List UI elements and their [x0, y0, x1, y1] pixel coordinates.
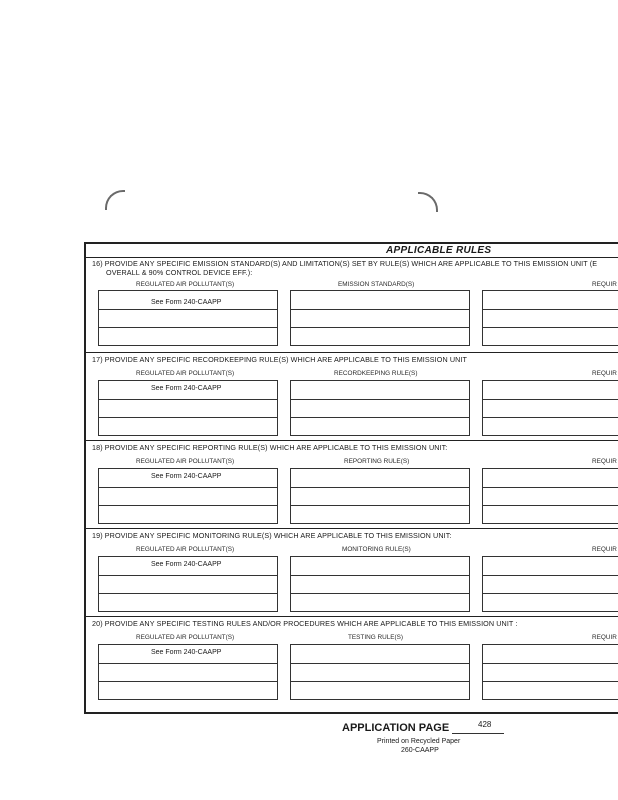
requirement-entry-box[interactable]	[482, 468, 618, 524]
col-header-requirements: REQUIR	[592, 634, 617, 641]
question-18: 18) PROVIDE ANY SPECIFIC REPORTING RULE(S) WHICH ARE APPLICABLE TO THIS EMISSION UNIT:	[92, 443, 448, 452]
col-header-requirements: REQUIR	[592, 281, 617, 288]
col-header-requirements: REQUIR	[592, 546, 617, 553]
requirement-entry-box[interactable]	[482, 380, 618, 436]
page-number: 428	[478, 720, 492, 729]
col-header-pollutants: REGULATED AIR POLLUTANT(S)	[136, 458, 235, 465]
col-header-emission-standards: EMISSION STANDARD(S)	[338, 281, 415, 288]
page-curl-mark-left	[105, 190, 125, 210]
question-17: 17) PROVIDE ANY SPECIFIC RECORDKEEPING RULE(S) WHICH ARE APPLICABLE TO THIS EMISSION UNIT	[92, 355, 468, 364]
emission-standard-entry-box[interactable]	[290, 290, 470, 346]
col-header-testing-rules: TESTING RULE(S)	[348, 634, 404, 641]
col-header-recordkeeping-rules: RECORDKEEPING RULE(S)	[334, 370, 418, 377]
monitoring-rule-entry-box[interactable]	[290, 556, 470, 612]
requirement-entry-box[interactable]	[482, 290, 618, 346]
page-number-underline	[452, 733, 504, 734]
recordkeeping-rule-entry-box[interactable]	[290, 380, 470, 436]
pollutant-entry-box[interactable]	[98, 290, 278, 346]
pollutant-entry-box[interactable]	[98, 380, 278, 436]
applicable-rules-form	[84, 242, 618, 714]
pollutant-entry: See Form 240-CAAPP	[151, 561, 222, 568]
question-20: 20) PROVIDE ANY SPECIFIC TESTING RULES AND/OR PROCEDURES WHICH ARE APPLICABLE TO THIS EMISSION UNIT :	[92, 619, 518, 628]
pollutant-entry: See Form 240-CAAPP	[151, 649, 222, 656]
pollutant-entry-box[interactable]	[98, 556, 278, 612]
pollutant-entry-box[interactable]	[98, 644, 278, 700]
col-header-pollutants: REGULATED AIR POLLUTANT(S)	[136, 546, 235, 553]
page-curl-mark-right	[418, 192, 438, 212]
col-header-pollutants: REGULATED AIR POLLUTANT(S)	[136, 370, 235, 377]
question-16: 16) PROVIDE ANY SPECIFIC EMISSION STANDARD(S) AND LIMITATION(S) SET BY RULE(S) WHICH ARE APPLICABLE TO THIS EMISSION UNIT (E	[92, 259, 598, 268]
col-header-monitoring-rules: MONITORING RULE(S)	[342, 546, 411, 553]
pollutant-entry: See Form 240-CAAPP	[151, 473, 222, 480]
requirement-entry-box[interactable]	[482, 556, 618, 612]
form-title: APPLICABLE RULES	[386, 245, 492, 256]
pollutant-entry-box[interactable]	[98, 468, 278, 524]
title-divider	[86, 257, 618, 258]
col-header-requirements: REQUIR	[592, 458, 617, 465]
testing-rule-entry-box[interactable]	[290, 644, 470, 700]
form-id: 260-CAAPP	[401, 747, 439, 754]
pollutant-entry: See Form 240-CAAPP	[151, 385, 222, 392]
question-19: 19) PROVIDE ANY SPECIFIC MONITORING RULE(S) WHICH ARE APPLICABLE TO THIS EMISSION UNIT:	[92, 531, 452, 540]
pollutant-entry: See Form 240-CAAPP	[151, 299, 222, 306]
col-header-reporting-rules: REPORTING RULE(S)	[344, 458, 410, 465]
col-header-pollutants: REGULATED AIR POLLUTANT(S)	[136, 281, 235, 288]
printed-note: Printed on Recycled Paper	[377, 738, 461, 745]
question-16-line2: OVERALL & 90% CONTROL DEVICE EFF.):	[106, 268, 253, 277]
application-page-label: APPLICATION PAGE	[342, 722, 450, 734]
col-header-pollutants: REGULATED AIR POLLUTANT(S)	[136, 634, 235, 641]
requirement-entry-box[interactable]	[482, 644, 618, 700]
reporting-rule-entry-box[interactable]	[290, 468, 470, 524]
col-header-requirements: REQUIR	[592, 370, 617, 377]
